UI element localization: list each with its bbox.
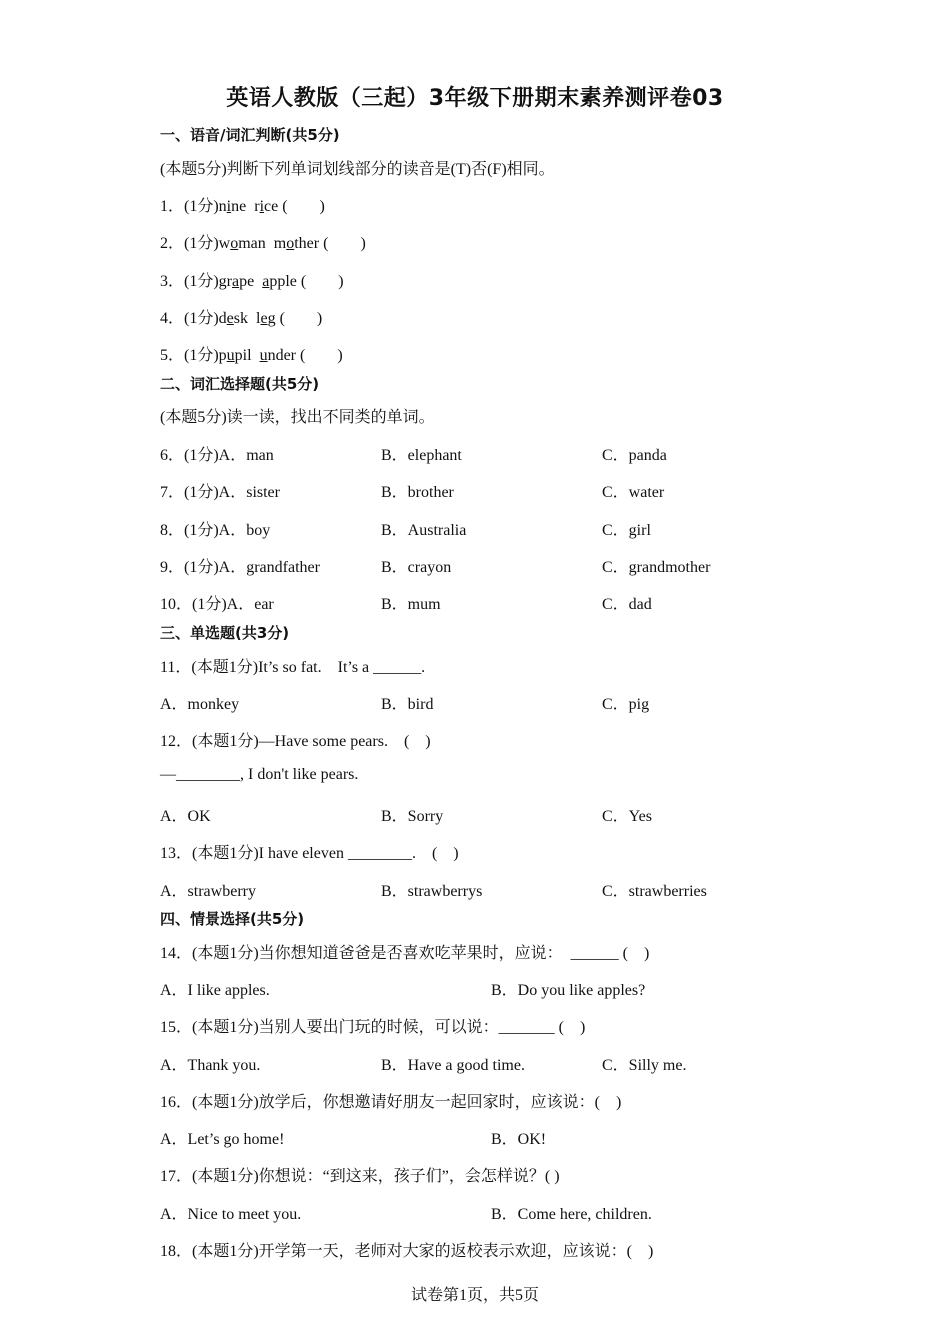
section-heading-4: 四、情景选择(共5分) xyxy=(160,910,305,928)
question-13-stem: 13．(本题1分)I have eleven ________. ( ) xyxy=(160,845,459,862)
section-heading-1: 一、语音/词汇判断(共5分) xyxy=(160,126,340,144)
word-2: apple xyxy=(262,273,297,290)
question-14-stem: 14．(本题1分)当你想知道爸爸是否喜欢吃苹果时，应说： ______ ( ) xyxy=(160,945,650,962)
word-2: rice xyxy=(254,198,279,215)
question-7-option-a: 7．(1分)A．sister xyxy=(160,484,280,501)
word-1: woman xyxy=(218,235,266,252)
question-number: 4．(1分) xyxy=(160,310,219,327)
section-1-instruction: (本题5分)判断下列单词划线部分的读音是(T)否(F)相同。 xyxy=(160,161,555,178)
question-number: 5．(1分) xyxy=(160,347,219,364)
question-10-option-b: B．mum xyxy=(381,596,441,613)
question-11-option-b: B．bird xyxy=(381,696,434,713)
question-12-option-c: C．Yes xyxy=(602,808,652,825)
section-heading-3: 三、单选题(共3分) xyxy=(160,624,290,642)
word-1: desk xyxy=(218,310,249,327)
section-2-instruction: (本题5分)读一读，找出不同类的单词。 xyxy=(160,409,435,426)
question-9-option-b: B．crayon xyxy=(381,559,452,576)
question-12-option-a: A．OK xyxy=(160,808,211,825)
question-12-option-b: B．Sorry xyxy=(381,808,444,825)
question-3 xyxy=(160,268,344,291)
question-16-option-a: A．Let’s go home! xyxy=(160,1131,285,1148)
question-12-stem: 12．(本题1分)—Have some pears. ( ) xyxy=(160,733,431,750)
question-14-option-a: A．I like apples. xyxy=(160,982,270,999)
question-8-option-c: C．girl xyxy=(602,522,651,539)
question-11-stem: 11．(本题1分)It’s so fat. It’s a ______. xyxy=(160,659,426,676)
answer-blank: ( ) xyxy=(323,235,366,252)
word-1: grape xyxy=(218,273,255,290)
question-number: 2．(1分) xyxy=(160,235,219,252)
question-13-option-a: A．strawberry xyxy=(160,883,256,900)
question-17-stem: 17．(本题1分)你想说：“到这来，孩子们”，会怎样说？( ) xyxy=(160,1168,560,1185)
question-5 xyxy=(160,342,343,365)
question-15-option-a: A．Thank you. xyxy=(160,1057,261,1074)
question-6-option-c: C．panda xyxy=(602,447,667,464)
question-7-option-b: B．brother xyxy=(381,484,454,501)
question-4 xyxy=(160,305,322,328)
answer-blank: ( ) xyxy=(300,273,344,290)
word-2: mother xyxy=(273,235,320,252)
question-13-option-c: C．strawberries xyxy=(602,883,707,900)
question-9-option-c: C．grandmother xyxy=(602,559,711,576)
question-8-option-b: B．Australia xyxy=(381,522,467,539)
question-16-stem: 16．(本题1分)放学后，你想邀请好朋友一起回家时，应该说：( ) xyxy=(160,1094,622,1111)
question-7-option-c: C．water xyxy=(602,484,665,501)
question-15-option-c: C．Silly me. xyxy=(602,1057,687,1074)
question-2 xyxy=(160,230,366,253)
question-10-option-c: C．dad xyxy=(602,596,652,613)
question-9-option-a: 9．(1分)A．grandfather xyxy=(160,559,320,576)
question-15-option-b: B．Have a good time. xyxy=(381,1057,525,1074)
word-1: pupil xyxy=(218,347,252,364)
question-15-stem: 15．(本题1分)当别人要出门玩的时候，可以说：_______ ( ) xyxy=(160,1019,586,1036)
answer-blank: ( ) xyxy=(279,310,323,327)
question-13-option-b: B．strawberrys xyxy=(381,883,483,900)
question-11-option-c: C．pig xyxy=(602,696,650,713)
question-8-option-a: 8．(1分)A．boy xyxy=(160,522,271,539)
section-heading-2: 二、词汇选择题(共5分) xyxy=(160,375,320,393)
question-11-option-a: A．monkey xyxy=(160,696,240,713)
question-16-option-b: B．OK! xyxy=(491,1131,547,1148)
question-14-option-b: B．Do you like apples? xyxy=(491,982,646,999)
question-number: 1．(1分) xyxy=(160,198,219,215)
answer-blank: ( ) xyxy=(300,347,343,364)
word-2: leg xyxy=(256,310,276,327)
word-1: nine xyxy=(218,198,247,215)
question-6-option-a: 6．(1分)A．man xyxy=(160,447,274,464)
page-footer: 试卷第1页，共5页 xyxy=(410,1287,539,1304)
question-1 xyxy=(160,193,325,216)
question-number: 3．(1分) xyxy=(160,273,219,290)
question-12-stem-line-2: —________, I don't like pears. xyxy=(160,766,359,783)
question-10-option-a: 10．(1分)A．ear xyxy=(160,596,274,613)
answer-blank: ( ) xyxy=(282,198,325,215)
question-18-stem: 18．(本题1分)开学第一天，老师对大家的返校表示欢迎，应该说：( ) xyxy=(160,1243,654,1260)
page-title: 英语人教版（三起）3年级下册期末素养测评卷03 xyxy=(226,86,724,111)
question-17-option-b: B．Come here, children. xyxy=(491,1206,652,1223)
question-17-option-a: A．Nice to meet you. xyxy=(160,1206,302,1223)
question-6-option-b: B．elephant xyxy=(381,447,462,464)
word-2: under xyxy=(259,347,296,364)
